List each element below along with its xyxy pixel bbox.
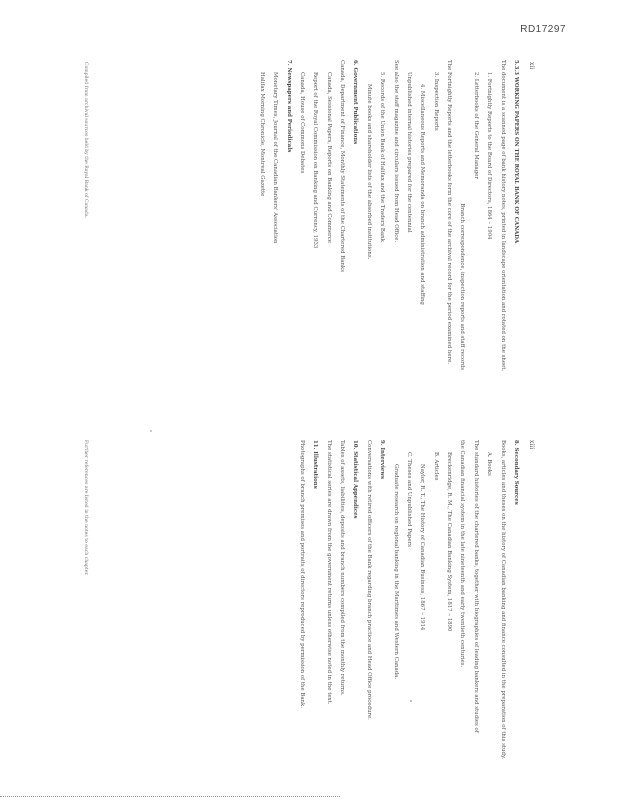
text-line: Canada, Department of Finance, Monthly Statements of the Chartered Banks — [339, 60, 346, 272]
text-line: Report of the Royal Commission on Banking and Currency, 1933 — [312, 72, 319, 249]
page-section-top — [258, 60, 520, 380]
text-line: 4. Miscellaneous Reports and Memoranda on branch administration and staffing — [419, 84, 426, 305]
text-line: 8. Secondary Sources — [513, 440, 519, 505]
footnote-top: Compiled from archival sources held by the Royal Bank of Canada. — [83, 62, 88, 219]
text-line: 5. Records of the Union Bank of Halifax and the Traders Bank — [379, 72, 386, 242]
text-line: 11. Illustrations — [312, 440, 319, 489]
text-line: Graduate research on regional banking in the Maritimes and Western Canada. — [392, 464, 399, 680]
page-number-top: xii — [528, 62, 535, 70]
text-line: the Canadian financial system in the late nineteenth and early twentieth centuries. — [459, 440, 466, 668]
text-line: 5.3.3 WORKING PAPERS ON THE ROYAL BANK OF CANADA — [513, 60, 519, 244]
text-line: The document is a scanned page of bank history notes, printed in landscape orientation and rotated on the sheet. — [499, 60, 506, 372]
text-line: 1. Fortnightly Reports to the Board of Directors, 1864 – 1904 — [486, 72, 493, 240]
text-line: 3. Inspection Reports — [432, 72, 439, 131]
text-line: A. Books — [486, 452, 493, 476]
text-line: See also the staff magazine and circulars issued from Head Office. — [392, 60, 399, 243]
page-section-bottom — [270, 440, 520, 760]
text-line: 9. Interviews — [379, 440, 386, 479]
text-line: Unpublished internal histories prepared for the centennial — [406, 72, 412, 233]
scan-speck — [410, 700, 412, 702]
text-line: Minute books and shareholder lists of the absorbed institutions. — [365, 84, 372, 260]
text-line: Conversations with retired officers of the Bank regarding branch practice and Head Office procedure. — [365, 440, 372, 720]
text-line: 6. Government Publications — [352, 60, 359, 145]
text-line: Canada, House of Commons Debates — [299, 72, 305, 174]
text-line: 7. Newspapers and Periodicals — [285, 60, 292, 153]
footnote-bottom: Further references are listed in the notes to each chapter. — [83, 440, 88, 576]
text-line: The standard histories of the chartered banks, together with biographies of leading bankers and studies of — [472, 440, 479, 733]
scan-edge-line — [0, 796, 340, 797]
text-line: Canada, Sessional Papers, Reports on Banking and Commerce — [325, 72, 332, 243]
text-line: 2. Letterbooks of the General Manager — [472, 72, 479, 179]
document-id: RD17297 — [520, 24, 566, 35]
text-line: 10. Statistical Appendices — [352, 440, 359, 519]
text-line: C. Theses and Unpublished Papers — [406, 452, 412, 547]
text-line: Monetary Times, Journal of the Canadian Bankers' Association — [272, 72, 279, 244]
text-line: The statistical series are drawn from the government returns unless otherwise noted in the text. — [325, 440, 332, 705]
text-line: Tables of assets, liabilities, deposits and branch numbers compiled from the monthly returns. — [339, 440, 346, 696]
text-line: B. Articles — [432, 452, 439, 481]
page-number-bottom: xiii — [528, 440, 535, 450]
text-line: Halifax Morning Chronicle, Montreal Gazette — [258, 72, 265, 197]
text-line: The Fortnightly Reports and the letterbooks form the core of the archival record for the period examined here. — [446, 60, 453, 365]
text-line: Books, articles and theses on the history of Canadian banking and finance consulted in the preparation of this study. — [499, 440, 506, 760]
scan-speck — [150, 430, 152, 432]
text-line: Breckenridge, R. M., The Canadian Banking System, 1817 – 1890 — [446, 452, 453, 632]
text-line: Photographs of branch premises and portraits of directors reproduced by permission of the Bank. — [299, 440, 305, 709]
text-line: Branch correspondence, inspection reports and staff records — [459, 203, 466, 370]
text-line: Naylor, R. T., The History of Canadian Business, 1867 – 1914 — [419, 464, 426, 631]
